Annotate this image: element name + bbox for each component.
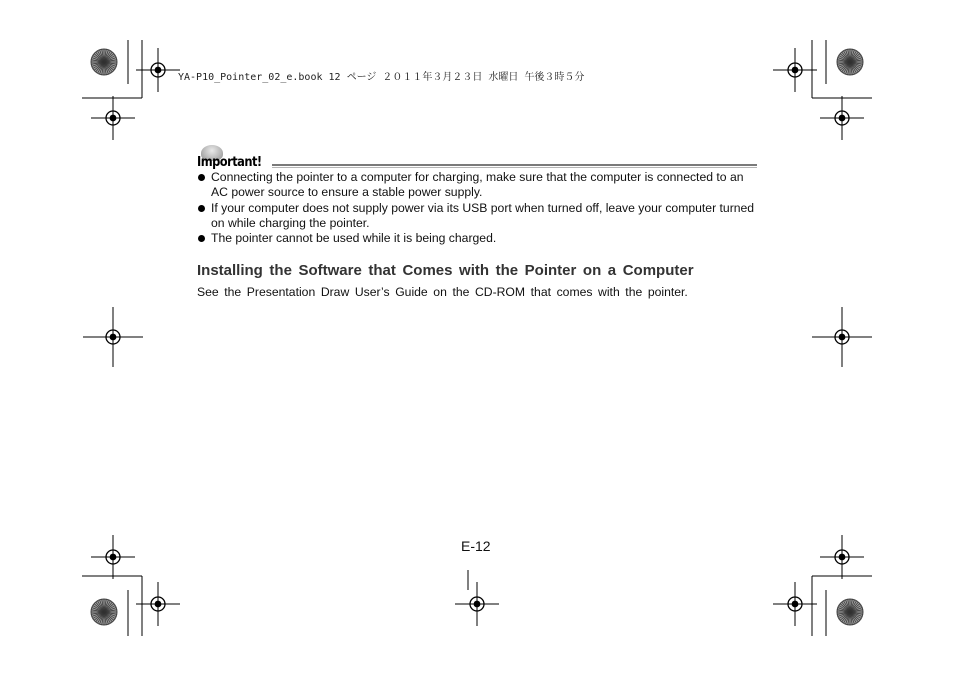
important-notice (197, 153, 757, 245)
registration-mark-icon (820, 96, 864, 140)
registration-mark-icon (136, 582, 180, 626)
registration-mark-icon (136, 48, 180, 92)
registration-mark-icon (773, 48, 817, 92)
bullet-dot-icon (198, 235, 205, 242)
registration-mark-icon (91, 535, 135, 579)
section-body: See the Presentation Draw User’s Guide on the CD-ROM that comes with the pointer. (197, 285, 688, 299)
color-target-icon (91, 49, 117, 75)
important-rule (272, 164, 757, 168)
registration-mark-icon (83, 307, 143, 367)
bullet-item (197, 201, 757, 231)
important-bullet-list (197, 170, 757, 247)
bullet-dot-icon (198, 205, 205, 212)
bullet-text: If your computer does not supply power via its USB port when turned off, leave your computer turned on while charging the pointer. (211, 200, 755, 230)
print-file-info: YA-P10_Pointer_02_e.book 12 ページ ２０１１年３月２３日 水曜日 午後３時５分 (178, 72, 585, 83)
bullet-text: Connecting the pointer to a computer for charging, make sure that the computer is connected to an AC power source to ensure a stable power supply. (211, 170, 744, 199)
bullet-item (197, 170, 757, 200)
registration-mark-icon (773, 582, 817, 626)
color-target-icon (837, 49, 863, 75)
important-title: Important! (197, 155, 262, 170)
section-heading: Installing the Software that Comes with the Pointer on a Computer (197, 262, 694, 279)
page-number: E-12 (461, 538, 491, 554)
registration-mark-icon (812, 307, 872, 367)
registration-mark-icon (820, 535, 864, 579)
registration-mark-icon (91, 96, 135, 140)
registration-mark-icon (455, 582, 499, 626)
color-target-icon (837, 599, 863, 625)
bullet-text: The pointer cannot be used while it is being charged. (211, 231, 497, 245)
color-target-icon (91, 599, 117, 625)
bullet-dot-icon (198, 174, 205, 181)
bullet-item (197, 231, 757, 246)
